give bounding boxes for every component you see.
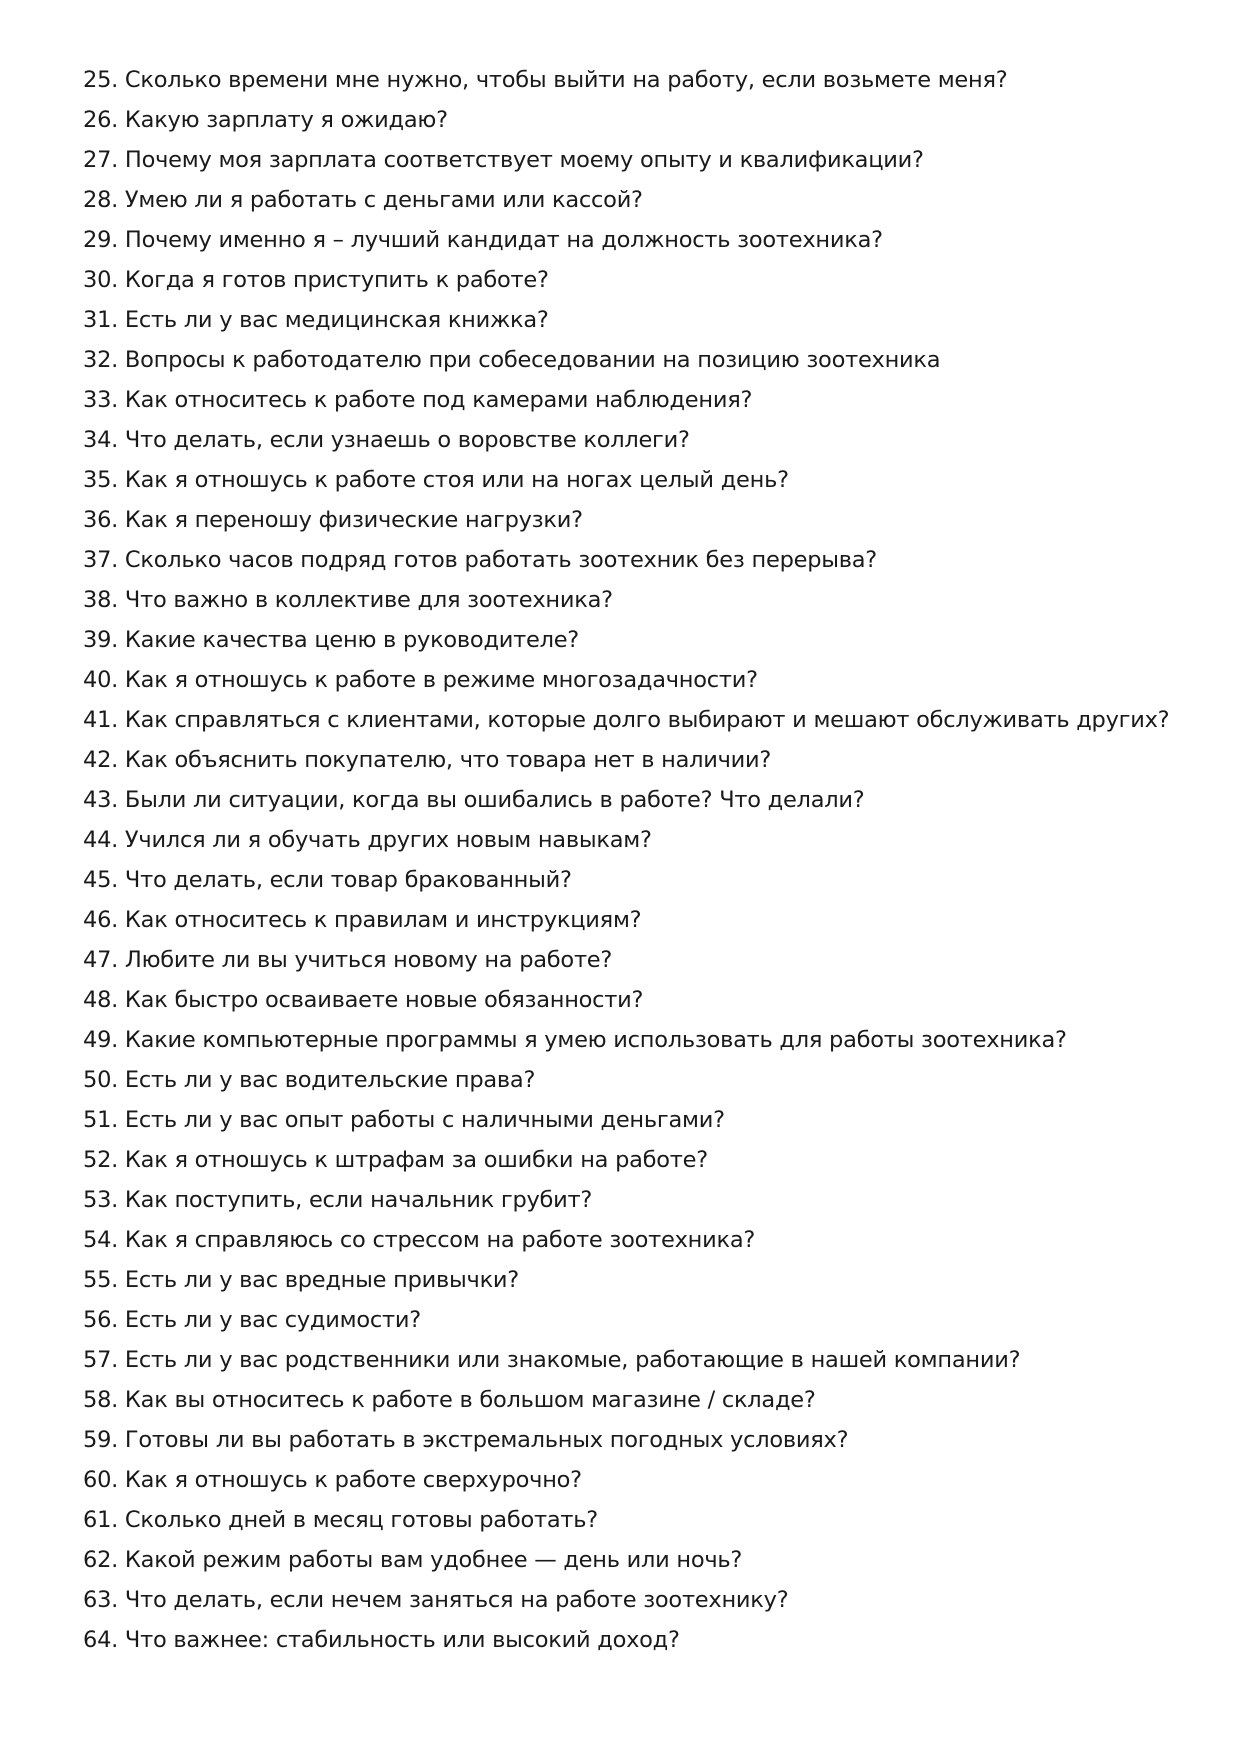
- list-item: 55. Есть ли у вас вредные привычки?: [83, 1267, 519, 1293]
- list-item: 47. Любите ли вы учиться новому на работе?: [83, 947, 613, 973]
- list-item: 34. Что делать, если узнаешь о воровстве коллеги?: [83, 427, 690, 453]
- list-item: 43. Были ли ситуации, когда вы ошибались в работе? Что делали?: [83, 787, 865, 813]
- list-item: 42. Как объяснить покупателю, что товара нет в наличии?: [83, 747, 772, 773]
- list-item: 46. Как относитесь к правилам и инструкциям?: [83, 907, 642, 933]
- list-item: 58. Как вы относитесь к работе в большом магазине / складе?: [83, 1387, 816, 1413]
- list-item: 27. Почему моя зарплата соответствует моему опыту и квалификации?: [83, 147, 924, 173]
- list-item: 49. Какие компьютерные программы я умею использовать для работы зоотехника?: [83, 1027, 1067, 1053]
- list-item: 48. Как быстро осваиваете новые обязанности?: [83, 987, 644, 1013]
- list-item: 38. Что важно в коллективе для зоотехника?: [83, 587, 613, 613]
- list-item: 63. Что делать, если нечем заняться на работе зоотехнику?: [83, 1587, 789, 1613]
- list-item: 31. Есть ли у вас медицинская книжка?: [83, 307, 549, 333]
- list-item: 61. Сколько дней в месяц готовы работать?: [83, 1507, 598, 1533]
- list-item: 64. Что важнее: стабильность или высокий доход?: [83, 1627, 680, 1653]
- list-item: 54. Как я справляюсь со стрессом на работе зоотехника?: [83, 1227, 756, 1253]
- list-item: 62. Какой режим работы вам удобнее — день или ночь?: [83, 1547, 743, 1573]
- list-item: 59. Готовы ли вы работать в экстремальных погодных условиях?: [83, 1427, 849, 1453]
- list-item: 40. Как я отношусь к работе в режиме многозадачности?: [83, 667, 758, 693]
- list-item: 41. Как справляться с клиентами, которые долго выбирают и мешают обслуживать других?: [83, 707, 1170, 733]
- list-item: 32. Вопросы к работодателю при собеседовании на позицию зоотехника: [83, 347, 941, 373]
- list-item: 25. Сколько времени мне нужно, чтобы выйти на работу, если возьмете меня?: [83, 67, 1008, 93]
- list-item: 56. Есть ли у вас судимости?: [83, 1307, 421, 1333]
- list-item: 60. Как я отношусь к работе сверхурочно?: [83, 1467, 582, 1493]
- list-item: 57. Есть ли у вас родственники или знакомые, работающие в нашей компании?: [83, 1347, 1021, 1373]
- list-item: 52. Как я отношусь к штрафам за ошибки на работе?: [83, 1147, 708, 1173]
- list-item: 44. Учился ли я обучать других новым навыкам?: [83, 827, 652, 853]
- list-item: 53. Как поступить, если начальник грубит?: [83, 1187, 593, 1213]
- list-item: 28. Умею ли я работать с деньгами или кассой?: [83, 187, 643, 213]
- list-item: 51. Есть ли у вас опыт работы с наличными деньгами?: [83, 1107, 725, 1133]
- list-item: 39. Какие качества ценю в руководителе?: [83, 627, 579, 653]
- list-item: 26. Какую зарплату я ожидаю?: [83, 107, 448, 133]
- question-list: [83, 60, 1203, 1660]
- list-item: 35. Как я отношусь к работе стоя или на ногах целый день?: [83, 467, 789, 493]
- list-item: 50. Есть ли у вас водительские права?: [83, 1067, 536, 1093]
- list-item: 37. Сколько часов подряд готов работать зоотехник без перерыва?: [83, 547, 877, 573]
- list-item: 36. Как я переношу физические нагрузки?: [83, 507, 583, 533]
- list-item: 33. Как относитесь к работе под камерами наблюдения?: [83, 387, 753, 413]
- list-item: 45. Что делать, если товар бракованный?: [83, 867, 572, 893]
- list-item: 29. Почему именно я – лучший кандидат на должность зоотехника?: [83, 227, 883, 253]
- list-item: 30. Когда я готов приступить к работе?: [83, 267, 549, 293]
